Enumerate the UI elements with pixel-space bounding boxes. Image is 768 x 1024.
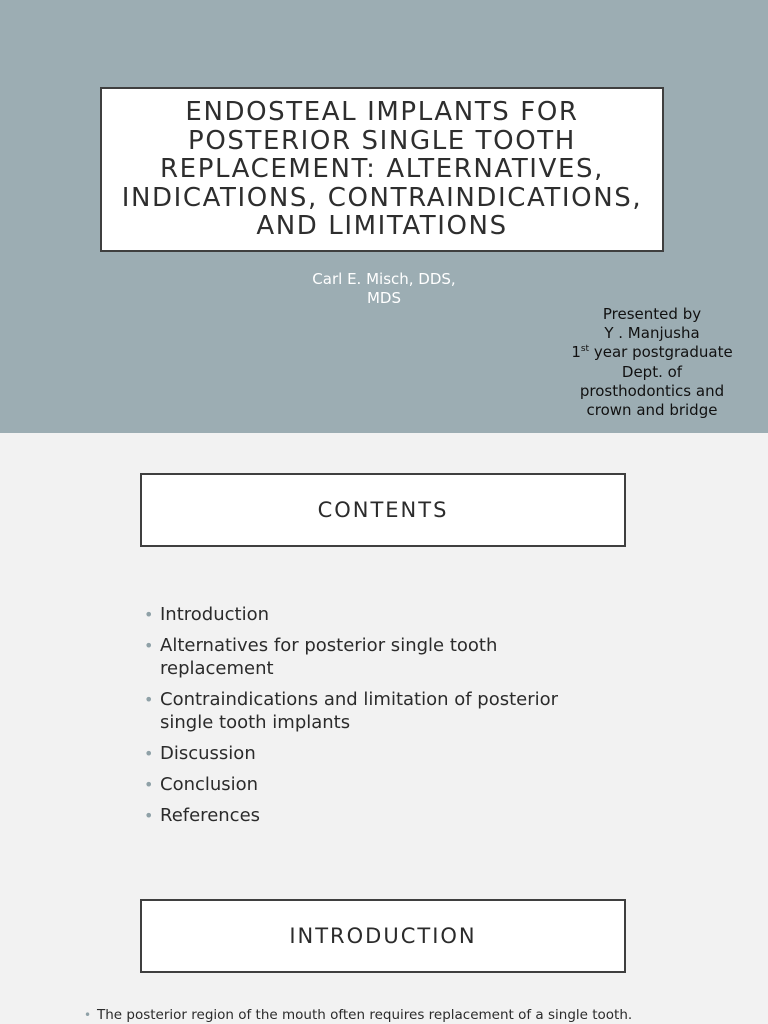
year-superscript: st [580,344,590,355]
list-item-text: Conclusion [160,774,259,795]
introduction-list [84,1006,744,1024]
bullet-icon: • [144,775,154,794]
list-item [144,773,614,796]
year-number: 1 [571,343,581,362]
year-rest: year postgraduate [589,343,733,362]
list-item-text: Alternatives for posterior single tooth replacement [160,635,498,679]
presenter-dept-2: prosthodontics and [579,381,725,400]
presenter-dept-1: Dept. of [621,362,683,381]
list-item-text: References [160,805,261,826]
bullet-icon: • [144,744,154,763]
list-item-text: Discussion [160,743,256,764]
list-item [144,603,614,626]
title-box [100,87,664,252]
introduction-heading: INTRODUCTION [289,924,477,948]
presenter-name: Y . Manjusha [604,324,700,343]
list-item [144,688,614,734]
list-item-text: Introduction [160,604,270,625]
list-item [144,634,614,680]
presenter-dept-3: crown and bridge [586,401,718,420]
slide-title: ENDOSTEAL IMPLANTS FOR POSTERIOR SINGLE TOOTH REPLACEMENT: ALTERNATIVES, INDICATIONS, CONTRAINDICATIONS, AND LIMITATIONS [121,97,643,242]
list-item [144,742,614,765]
author-line-2: MDS [366,289,401,307]
contents-list [144,603,614,835]
contents-heading: CONTENTS [317,498,449,522]
introduction-heading-box [140,899,626,973]
bullet-icon: • [84,1008,92,1022]
author-line-1: Carl E. Misch, DDS, [312,270,456,288]
bullet-icon: • [144,605,154,624]
list-item [84,1006,744,1024]
list-item-text: The posterior region of the mouth often requires replacement of a single tooth. [97,1007,633,1023]
bullet-icon: • [144,690,154,709]
contents-heading-box [140,473,626,547]
list-item [144,804,614,827]
title-slide [0,0,768,433]
bullet-icon: • [144,806,154,825]
list-item-text: Contraindications and limitation of posterior single tooth implants [160,689,559,733]
bullet-icon: • [144,636,154,655]
presenter-year [552,343,752,362]
author [284,270,484,308]
presenter-info [552,305,752,420]
presenter-line-1: Presented by [602,305,702,323]
